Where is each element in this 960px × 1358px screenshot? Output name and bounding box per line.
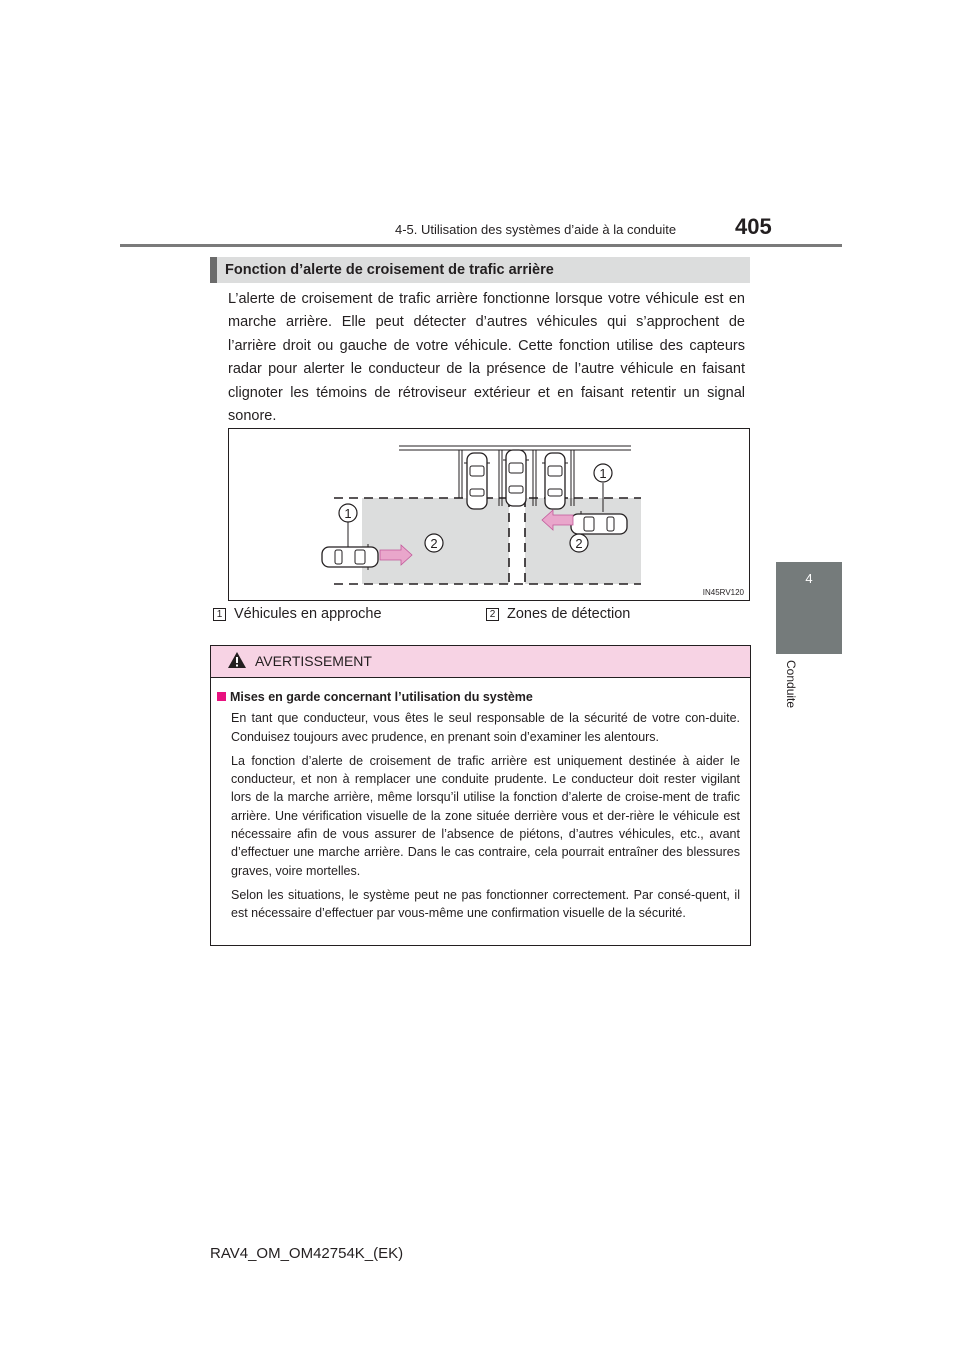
intro-paragraph: L’alerte de croisement de trafic arrière fonctionne lorsque votre véhicule est en marche arrière. Elle peut détecter d’autres véhicules qui s’approchent de l’arrière droit ou gauche de votre véhicule. Cette fonction utilise des capteurs radar pour alerter le conducteur de la présence de l’autre véhicule en faisant clignoter les témoins de rétroviseur extérieur et en faisant retentir un signal sonore. [228,291,745,425]
chapter-section-title: 4-5. Utilisation des systèmes d’aide à la conduite [395,222,677,237]
chapter-label-text: Conduite [784,660,798,709]
section-title: Fonction d’alerte de croisement de trafic arrière [225,262,554,278]
warning-paragraph-1: En tant que conducteur, vous êtes le seul responsable de la sécurité de votre con-duite. Conduisez toujours avec prudence, en prenant soin d’examiner les alentours. [231,711,740,744]
legend-num-1: 1 [213,608,226,621]
warning-paragraph-2: La fonction d’alerte de croisement de trafic arrière est uniquement destinée à aider le conducteur, et non à remplacer une conduite prudente. Le conducteur doit rester vigilant lors de la marche arrière, même lorsqu’il utilise la fonction d’alerte de croise-ment de trafic arrière. Une vérification visuelle de la zone située derrière vous et der-rière le véhicule est nécessaire afin de vous assurer de l’absence de piétons, d’autres véhicules, etc., avant d’effectuer une marche arrière. Dans le cas contraire, cela pourrait entraîner des blessures graves, voire mortelles. [231,753,740,878]
warning-triangle-icon [227,651,247,669]
own-vehicle-reversing [503,450,529,506]
warning-title: AVERTISSEMENT [255,653,372,669]
warning-content [217,688,740,923]
callout-2-left: 2 [430,536,438,551]
page-number: 405 [735,214,772,239]
callout-2-right: 2 [575,536,583,551]
warning-box [210,645,751,946]
rcta-diagram-svg [229,429,751,602]
chapter-number: 4 [805,571,813,586]
parked-car-1 [464,453,490,509]
bullet-square-icon [217,692,226,701]
section-heading-bar [210,257,217,283]
chapter-label [784,660,804,740]
approaching-car-right [571,511,627,537]
warning-paragraph-3: Selon les situations, le système peut ne pas fonctionner correctement. Par consé-quent, il est nécessaire d’effectuer par vous-même une confirmation visuelle de la sécurité. [231,887,740,921]
legend-text-1: Véhicules en approche [234,606,382,622]
chapter-tab[interactable] [776,562,842,654]
legend-item-2 [486,606,630,622]
legend-text-2: Zones de détection [507,606,631,622]
legend-num-2: 2 [486,608,499,621]
document-code: RAV4_OM_OM42754K_(EK) [210,1245,404,1262]
warning-subtitle [217,688,740,706]
callout-1-right: 1 [599,466,607,481]
approaching-car-left [322,544,378,570]
figure-code: IN45RV120 [702,588,744,597]
header-rule [120,244,842,247]
warning-subtitle-text: Mises en garde concernant l’utilisation du système [230,690,533,704]
section-heading [210,257,750,283]
legend-item-1 [213,606,382,622]
rcta-diagram [228,428,750,601]
warning-header [211,646,750,678]
parked-car-2 [542,453,568,509]
callout-1-left: 1 [344,506,352,521]
